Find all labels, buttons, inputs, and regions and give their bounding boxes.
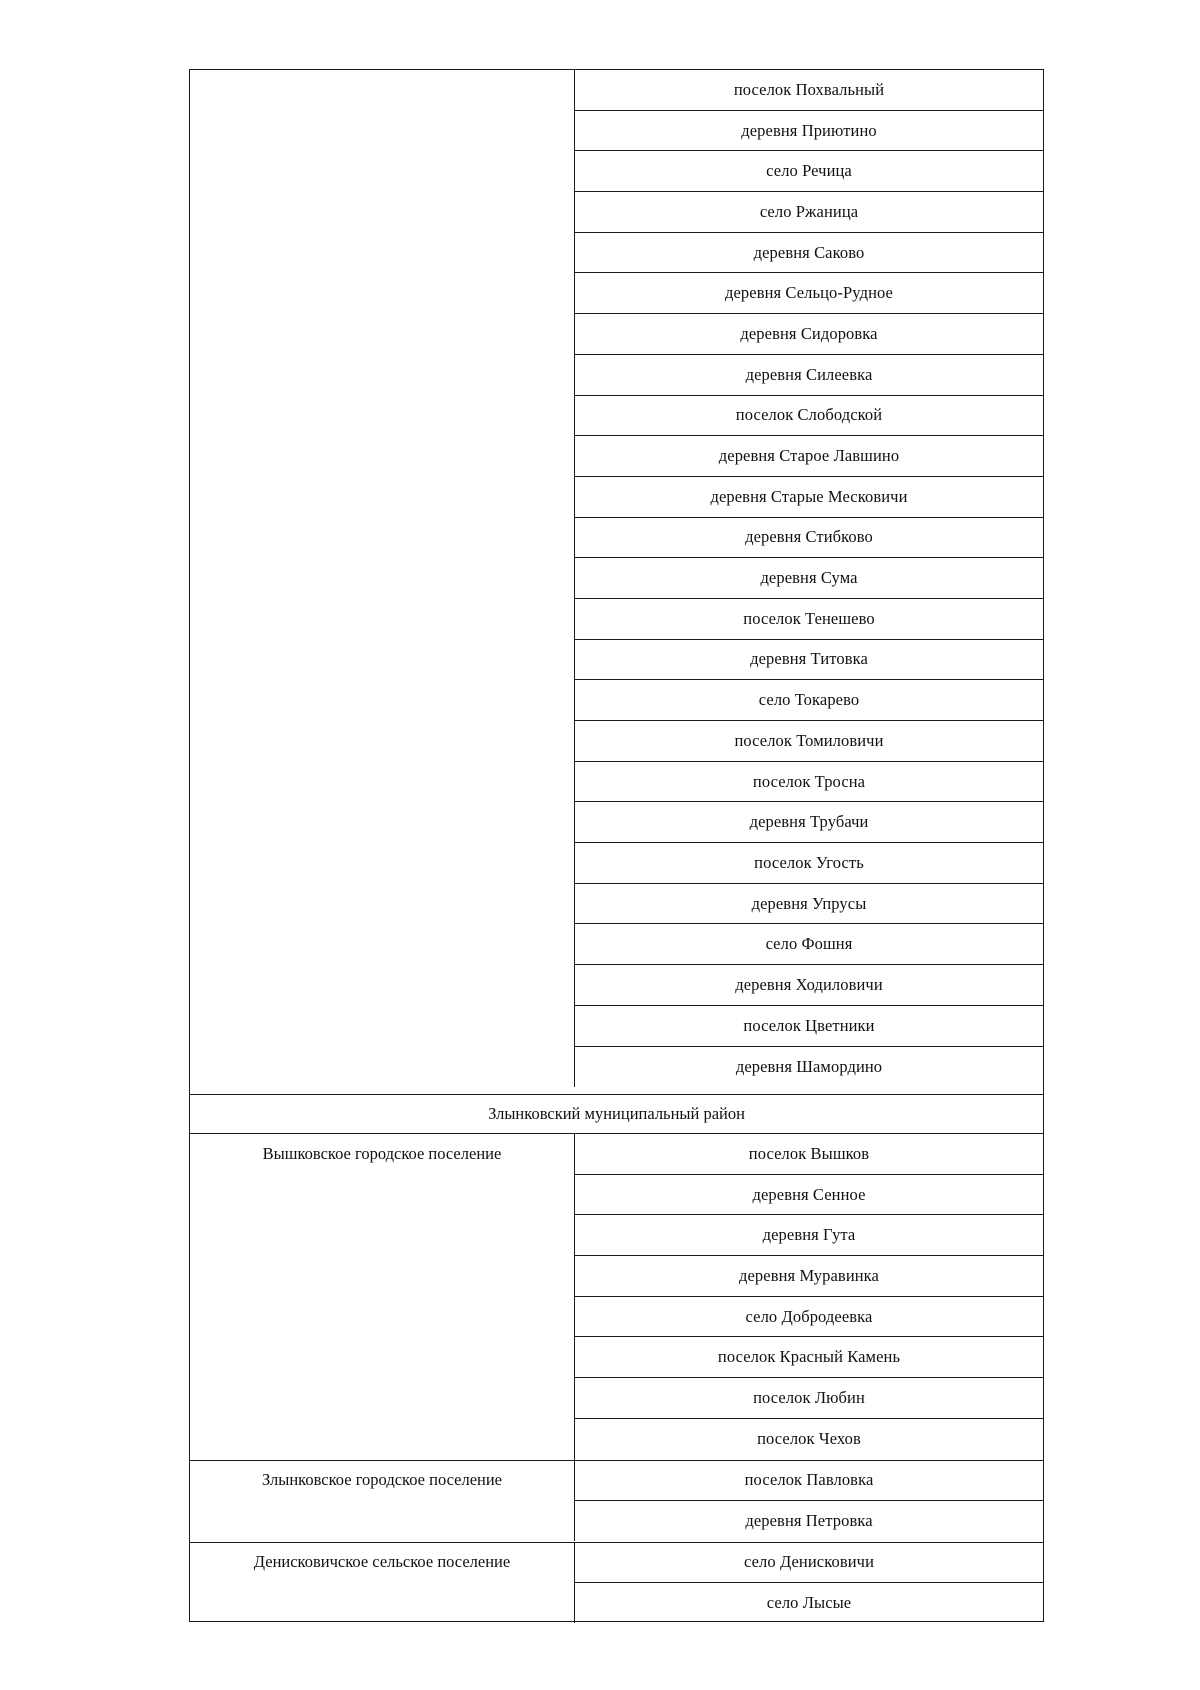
locality-row: поселок Красный Камень xyxy=(575,1337,1043,1378)
locality-row: село Ржаница xyxy=(575,192,1043,233)
locality-row: деревня Муравинка xyxy=(575,1256,1043,1297)
locality-row: деревня Стибково xyxy=(575,518,1043,559)
locality-row: село Речица xyxy=(575,151,1043,192)
locality-row: поселок Тенешево xyxy=(575,599,1043,640)
settlement-localities-column xyxy=(574,1542,1043,1623)
locality-row: деревня Гута xyxy=(575,1215,1043,1256)
locality-row: поселок Похвальный xyxy=(575,70,1043,111)
locality-row: поселок Цветники xyxy=(575,1006,1043,1047)
locality-row: деревня Упрусы xyxy=(575,884,1043,925)
locality-row: деревня Приютино xyxy=(575,111,1043,152)
settlement-localities-column xyxy=(574,1460,1043,1541)
continued-settlement-cell xyxy=(190,70,574,1094)
locality-row: село Добродеевка xyxy=(575,1297,1043,1338)
locality-row: деревня Титовка xyxy=(575,640,1043,681)
locality-row: поселок Любин xyxy=(575,1378,1043,1419)
locality-row: поселок Слободской xyxy=(575,396,1043,437)
settlement-name: Злынковское городское поселение xyxy=(261,1470,503,1489)
locality-row: поселок Томиловичи xyxy=(575,721,1043,762)
settlement-localities-column xyxy=(574,1134,1043,1460)
settlement-name: Денисковичское сельское поселение xyxy=(253,1552,511,1571)
locality-row: поселок Тросна xyxy=(575,762,1043,803)
locality-row: деревня Трубачи xyxy=(575,802,1043,843)
locality-row: село Лысые xyxy=(766,1593,852,1613)
locality-row: поселок Павловка xyxy=(575,1460,1043,1501)
locality-row: поселок Вышков xyxy=(575,1134,1043,1175)
locality-row: поселок Чехов xyxy=(757,1429,861,1449)
locality-row: деревня Сума xyxy=(575,558,1043,599)
locality-row: деревня Силеевка xyxy=(575,355,1043,396)
locality-row: деревня Сенное xyxy=(575,1175,1043,1216)
settlement-name: Вышковское городское поселение xyxy=(262,1144,502,1163)
locality-row: деревня Сидоровка xyxy=(575,314,1043,355)
locality-row: село Токарево xyxy=(575,680,1043,721)
continued-localities-column xyxy=(574,70,1043,1087)
locality-row: деревня Сельцо-Рудное xyxy=(575,273,1043,314)
district-header-row: Злынковский муниципальный район xyxy=(190,1094,1043,1134)
locality-row: деревня Петровка xyxy=(745,1511,873,1531)
locality-row: деревня Ходиловичи xyxy=(575,965,1043,1006)
localities-table xyxy=(189,69,1044,1622)
locality-row: село Денисковичи xyxy=(575,1542,1043,1583)
locality-row: деревня Шамордино xyxy=(735,1056,883,1076)
locality-row: село Фошня xyxy=(575,924,1043,965)
locality-row: поселок Угость xyxy=(575,843,1043,884)
locality-row: деревня Саково xyxy=(575,233,1043,274)
locality-row: деревня Старое Лавшино xyxy=(575,436,1043,477)
locality-row: деревня Старые Месковичи xyxy=(575,477,1043,518)
